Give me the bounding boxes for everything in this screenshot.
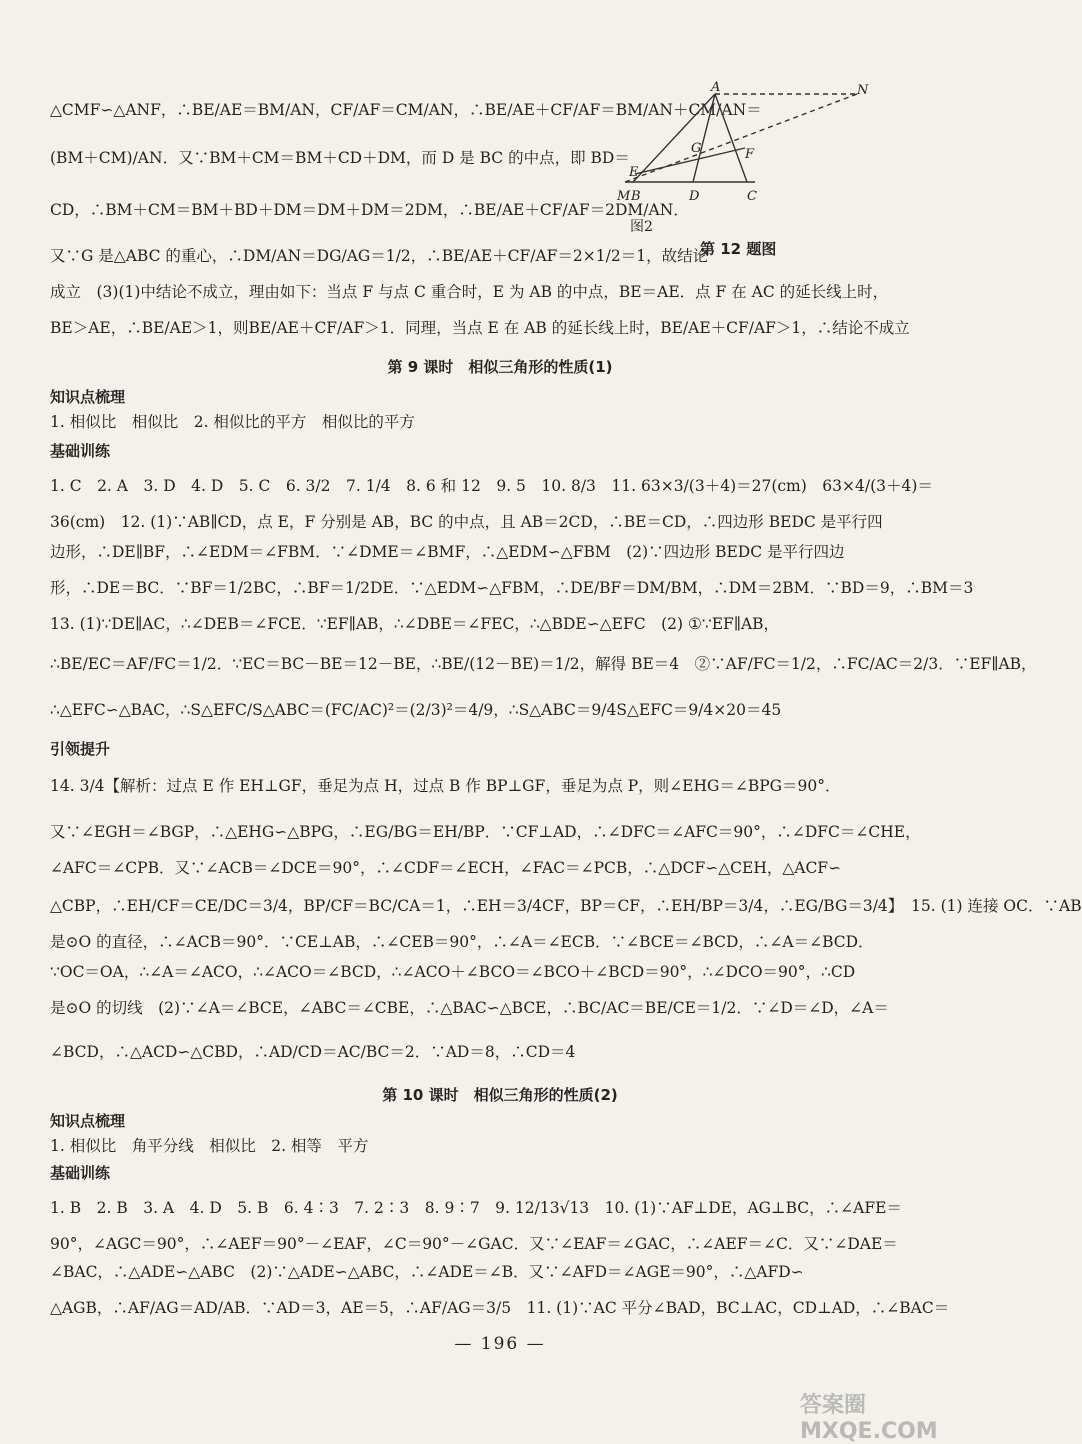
label-d: D [689, 189, 700, 204]
text-line: ∠BCD，∴△ACD∽△CBD，∴AD/CD＝AC/BC＝2．∵AD＝8，∴CD＝4 [50, 1043, 576, 1061]
section-heading: 引领提升 [50, 740, 111, 758]
line-mn [625, 94, 857, 182]
text-line: 1. C 2. A 3. D 4. D 5. C 6. 3/2 7. 1/4 8. 6 和 12 9. 5 10. 8/3 11. 63×3/(3＋4)＝27(cm) 63×4/(3＋4)＝ [50, 477, 933, 495]
text-line: 14. 3/4【解析：过点 E 作 EH⊥GF，垂足为点 H，过点 B 作 BP⊥GF，垂足为点 P，则∠EHG＝∠BPG＝90°． [50, 777, 841, 795]
text-line: 是⊙O 的直径，∴∠ACB＝90°．∵CE⊥AB，∴∠CEB＝90°，∴∠A＝∠ECB．∵∠BCE＝∠BCD，∴∠A＝∠BCD． [50, 933, 874, 951]
text-line: 又∵G 是△ABC 的重心，∴DM/AN＝DG/AG＝1/2，∴BE/AE＋CF/AF＝2×1/2＝1，故结论 [50, 247, 709, 265]
text-line: 90°，∠AGC＝90°，∴∠AEF＝90°－∠EAF，∠C＝90°－∠GAC．又∵∠EAF＝∠GAC，∴∠AEF＝∠C．又∵∠DAE＝ [50, 1235, 898, 1253]
text-line: 成立 (3)(1)中结论不成立，理由如下：当点 F 与点 C 重合时，E 为 AB 的中点，BE＝AE．点 F 在 AC 的延长线上时， [50, 283, 889, 301]
text-line: 36(cm) 12. (1)∵AB∥CD，点 E，F 分别是 AB，BC 的中点，且 AB＝2CD，∴BE＝CD，∴四边形 BEDC 是平行四 [50, 513, 883, 531]
text-line: 形，∴DE＝BC．∵BF＝1/2BC，∴BF＝1/2DE．∵△EDM∽△FBM，∴DE/BF＝DM/BM，∴DM＝2BM．∵BD＝9，∴BM＝3 [50, 579, 974, 597]
section-title: 第 10 课时 相似三角形的性质(2) [382, 1086, 618, 1104]
text-line: BE＞AE，∴BE/AE＞1，则BE/AE＋CF/AF＞1．同理，当点 E 在 AB 的延长线上时，BE/AE＋CF/AF＞1，∴结论不成立 [50, 319, 910, 337]
watermark-logo: 答案圈 MXQE.COM [800, 1393, 938, 1444]
text-line: ∠BAC，∴△ADE∽△ABC (2)∵△ADE∽△ABC，∴∠ADE＝∠B．又∵∠AFD＝∠AGE＝90°，∴△AFD∽ [50, 1263, 804, 1281]
text-line: 13. (1)∵DE∥AC，∴∠DEB＝∠FCE．∵EF∥AB，∴∠DBE＝∠FEC，∴△BDE∽△EFC (2) ①∵EF∥AB， [50, 615, 780, 633]
text-line: ∠AFC＝∠CPB．又∵∠ACB＝∠DCE＝90°，∴∠CDF＝∠ECH，∠FAC＝∠PCB，∴△DCF∽△CEH，△ACF∽ [50, 859, 842, 877]
line-ad [693, 94, 715, 182]
line-ef [635, 148, 745, 174]
text-line: 是⊙O 的切线 (2)∵∠A＝∠BCE，∠ABC＝∠CBE，∴△BAC∽△BCE，∴BC/AC＝BE/CE＝1/2．∵∠D＝∠D，∠A＝ [50, 999, 889, 1017]
label-c: C [747, 189, 757, 204]
text-line: 1. 相似比 角平分线 相似比 2. 相等 平方 [50, 1137, 369, 1155]
text-line: △CBP，∴EH/CF＝CE/DC＝3/4，BP/CF＝BC/CA＝1，∴EH＝3/4CF，BP＝CF，∴EH/BP＝3/4，∴EG/BG＝3/4】 15. (1) 连接 OC．∵AB [50, 897, 1082, 915]
label-a: A [711, 80, 721, 95]
label-n: N [857, 83, 869, 98]
label-g: G [691, 141, 702, 156]
triangle-figure [605, 82, 875, 232]
label-f: F [745, 147, 755, 162]
line-ac [715, 94, 747, 182]
text-line: △AGB，∴AF/AG＝AD/AB．∵AD＝3，AE＝5，∴AF/AG＝3/5 11. (1)∵AC 平分∠BAD，BC⊥AC，CD⊥AD，∴∠BAC＝ [50, 1299, 950, 1317]
figure-title: 第 12 题图 [700, 240, 777, 258]
line-ab [633, 94, 715, 182]
text-line: ∵OC＝OA，∴∠A＝∠ACO，∴∠ACO＝∠BCD，∴∠ACO＋∠BCO＝∠BCO＋∠BCD＝90°，∴∠DCO＝90°，∴CD [50, 963, 856, 981]
text-line: △CMF∽△ANF，∴BE/AE＝BM/AN，CF/AF＝CM/AN，∴BE/AE＋CF/AF＝BM/AN＋CM/AN＝ [50, 101, 762, 119]
text-line: ∴BE/EC＝AF/FC＝1/2．∵EC＝BC－BE＝12－BE，∴BE/(12－BE)＝1/2，解得 BE＝4 ②∵AF/FC＝1/2，∴FC/AC＝2/3．∵EF∥AB， [50, 655, 1037, 673]
section-heading: 基础训练 [50, 442, 111, 460]
section-heading: 基础训练 [50, 1164, 111, 1182]
text-line: (BM＋CM)/AN．又∵BM＋CM＝BM＋CD＋DM，而 D 是 BC 的中点，即 BD＝ [50, 149, 630, 167]
text-line: ∴△EFC∽△BAC，∴S△EFC/S△ABC＝(FC/AC)²＝(2/3)²＝4/9，∴S△ABC＝9/4S△EFC＝9/4×20＝45 [50, 701, 782, 719]
label-e: E [629, 165, 639, 180]
figure-caption: 图2 [630, 219, 653, 235]
section-title: 第 9 课时 相似三角形的性质(1) [387, 358, 613, 376]
page-number: — 196 — [454, 1334, 546, 1354]
text-line: 1. B 2. B 3. A 4. D 5. B 6. 4∶3 7. 2∶3 8. 9∶7 9. 12/13√13 10. (1)∵AF⊥DE，AG⊥BC，∴∠AFE＝ [50, 1199, 902, 1217]
text-line: CD，∴BM＋CM＝BM＋BD＋DM＝DM＋DM＝2DM，∴BE/AE＋CF/AF＝2DM/AN． [50, 201, 689, 219]
text-line: 1. 相似比 相似比 2. 相似比的平方 相似比的平方 [50, 413, 415, 431]
text-line: 又∵∠EGH＝∠BGP，∴△EHG∽△BPG，∴EG/BG＝EH/BP．∵CF⊥AD，∴∠DFC＝∠AFC＝90°，∴∠DFC＝∠CHE， [50, 823, 921, 841]
label-b: B [631, 189, 641, 204]
text-line: 边形，∴DE∥BF，∴∠EDM＝∠FBM．∵∠DME＝∠BMF，∴△EDM∽△FBM (2)∵四边形 BEDC 是平行四边 [50, 543, 845, 561]
section-heading: 知识点梳理 [50, 1112, 126, 1130]
section-heading: 知识点梳理 [50, 388, 126, 406]
label-m: M [617, 189, 631, 204]
